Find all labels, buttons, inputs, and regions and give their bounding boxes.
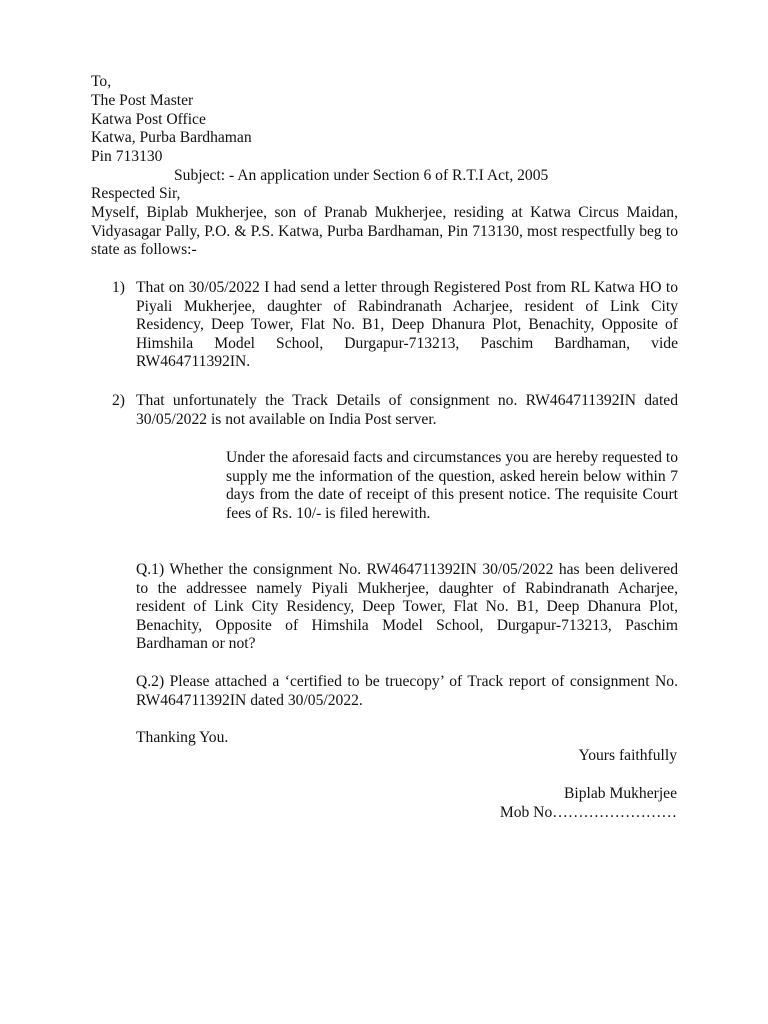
mobile-line: Mob No…………………… xyxy=(499,804,677,821)
question-1: Q.1) Whether the consignment No. RW464711392IN 30/05/2022 has been delivered to the addressee namely Piyali Mukherjee, daughter of Rabindranath Acharjee, resident of Link City Residency, Deep Tower, Flat No. B1, Deep Dhanura Plot, Benachity, Opposite of Himshila Model School, Durgapur-713213, Paschim Bardhaman or not? xyxy=(136,561,678,653)
point-2 xyxy=(112,392,678,429)
point-1-text: That on 30/05/2022 I had send a letter through Registered Post from RL Katwa HO to Piyali Mukherjee, daughter of Rabindranath Acharjee, resident of Link City Residency, Deep Tower, Flat No. B1, Deep Dhanura Plot, Benachity, Opposite of Himshila Model School, Durgapur-713213, Paschim Bardhaman, vide RW464711392IN. xyxy=(136,279,678,371)
address-line-1: The Post Master xyxy=(91,92,194,109)
intro-paragraph: Myself, Biplab Mukherjee, son of Pranab Mukherjee, residing at Katwa Circus Maidan, Vidyasagar Pally, P.O. & P.S. Katwa, Purba Bardhaman, Pin 713130, most respectfully beg to state as follows:- xyxy=(91,204,678,259)
point-2-text: That unfortunately the Track Details of consignment no. RW464711392IN dated 30/05/2022 is not available on India Post server. xyxy=(136,392,678,428)
signature-name: Biplab Mukherjee xyxy=(563,785,677,802)
point-2-number: 2) xyxy=(112,392,125,409)
point-1 xyxy=(112,279,678,372)
address-line-4: Pin 713130 xyxy=(91,148,163,165)
thanks-line: Thanking You. xyxy=(136,729,229,746)
address-to: To, xyxy=(91,73,112,90)
address-line-2: Katwa Post Office xyxy=(91,111,206,128)
point-1-number: 1) xyxy=(112,279,125,296)
address-line-3: Katwa, Purba Bardhaman xyxy=(91,129,252,146)
request-paragraph: Under the aforesaid facts and circumstances you are hereby requested to supply me the information of the question, asked herein below within 7 days from the date of receipt of this present notice. The requisite Court fees of Rs. 10/- is filed herewith. xyxy=(226,449,678,522)
closing-line: Yours faithfully xyxy=(578,747,677,764)
subject-line: Subject: - An application under Section 6 of R.T.I Act, 2005 xyxy=(174,167,549,184)
greeting: Respected Sir, xyxy=(91,185,181,202)
question-2: Q.2) Please attached a ‘certified to be truecopy’ of Track report of consignment No. RW464711392IN dated 30/05/2022. xyxy=(136,673,678,709)
